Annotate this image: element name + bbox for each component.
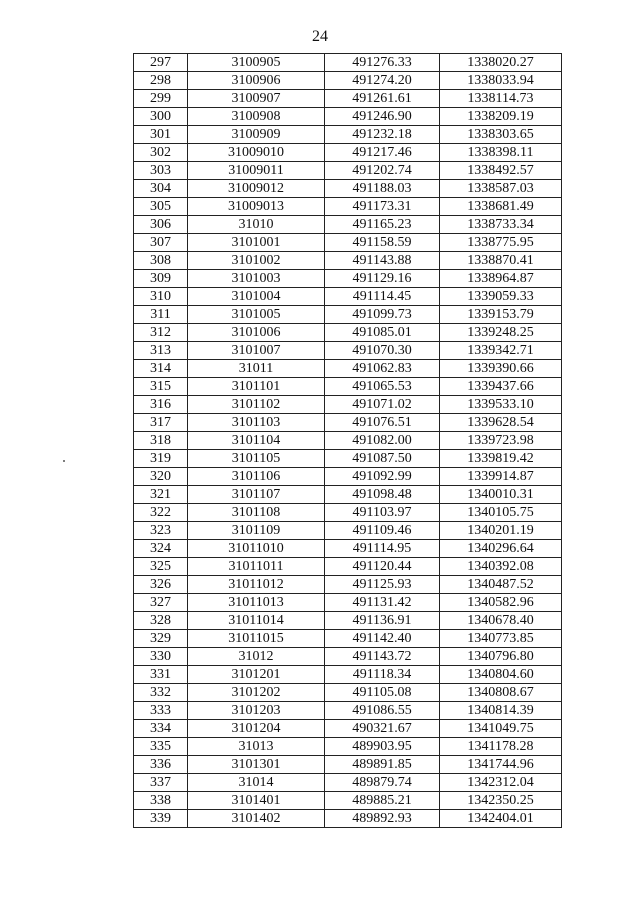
y-coordinate-cell: 1338398.11 <box>440 144 562 162</box>
point-id-cell: 3101101 <box>188 378 325 396</box>
row-number-cell: 311 <box>134 306 188 324</box>
row-number-cell: 298 <box>134 72 188 90</box>
y-coordinate-cell: 1340010.31 <box>440 486 562 504</box>
point-id-cell: 3100908 <box>188 108 325 126</box>
x-coordinate-cell: 491143.72 <box>325 648 440 666</box>
row-number-cell: 333 <box>134 702 188 720</box>
y-coordinate-cell: 1339914.87 <box>440 468 562 486</box>
y-coordinate-cell: 1339533.10 <box>440 396 562 414</box>
table-row <box>134 108 562 126</box>
table-row <box>134 306 562 324</box>
point-id-cell: 3101103 <box>188 414 325 432</box>
point-id-cell: 3101104 <box>188 432 325 450</box>
table-row <box>134 684 562 702</box>
x-coordinate-cell: 491109.46 <box>325 522 440 540</box>
x-coordinate-cell: 491098.48 <box>325 486 440 504</box>
x-coordinate-cell: 491087.50 <box>325 450 440 468</box>
row-number-cell: 301 <box>134 126 188 144</box>
table-row <box>134 666 562 684</box>
row-number-cell: 312 <box>134 324 188 342</box>
y-coordinate-cell: 1340814.39 <box>440 702 562 720</box>
point-id-cell: 3101402 <box>188 810 325 828</box>
row-number-cell: 313 <box>134 342 188 360</box>
y-coordinate-cell: 1340804.60 <box>440 666 562 684</box>
point-id-cell: 3101105 <box>188 450 325 468</box>
y-coordinate-cell: 1340773.85 <box>440 630 562 648</box>
x-coordinate-cell: 491062.83 <box>325 360 440 378</box>
y-coordinate-cell: 1339153.79 <box>440 306 562 324</box>
table-row <box>134 774 562 792</box>
x-coordinate-cell: 489903.95 <box>325 738 440 756</box>
table-row <box>134 810 562 828</box>
row-number-cell: 317 <box>134 414 188 432</box>
table-row <box>134 234 562 252</box>
x-coordinate-cell: 491085.01 <box>325 324 440 342</box>
row-number-cell: 308 <box>134 252 188 270</box>
point-id-cell: 3101002 <box>188 252 325 270</box>
point-id-cell: 31009011 <box>188 162 325 180</box>
point-id-cell: 31009010 <box>188 144 325 162</box>
row-number-cell: 337 <box>134 774 188 792</box>
point-id-cell: 3101106 <box>188 468 325 486</box>
row-number-cell: 306 <box>134 216 188 234</box>
coordinates-table <box>133 53 562 828</box>
y-coordinate-cell: 1338033.94 <box>440 72 562 90</box>
x-coordinate-cell: 491129.16 <box>325 270 440 288</box>
y-coordinate-cell: 1339342.71 <box>440 342 562 360</box>
point-id-cell: 31013 <box>188 738 325 756</box>
x-coordinate-cell: 491136.91 <box>325 612 440 630</box>
table-row <box>134 162 562 180</box>
y-coordinate-cell: 1339390.66 <box>440 360 562 378</box>
point-id-cell: 31011013 <box>188 594 325 612</box>
point-id-cell: 3101003 <box>188 270 325 288</box>
point-id-cell: 31011014 <box>188 612 325 630</box>
row-number-cell: 305 <box>134 198 188 216</box>
x-coordinate-cell: 491232.18 <box>325 126 440 144</box>
scan-speck <box>63 460 65 462</box>
x-coordinate-cell: 491103.97 <box>325 504 440 522</box>
x-coordinate-cell: 491202.74 <box>325 162 440 180</box>
y-coordinate-cell: 1340582.96 <box>440 594 562 612</box>
y-coordinate-cell: 1341178.28 <box>440 738 562 756</box>
table-row <box>134 504 562 522</box>
x-coordinate-cell: 491099.73 <box>325 306 440 324</box>
table-row <box>134 378 562 396</box>
y-coordinate-cell: 1338303.65 <box>440 126 562 144</box>
point-id-cell: 3101007 <box>188 342 325 360</box>
y-coordinate-cell: 1341049.75 <box>440 720 562 738</box>
coordinates-table-body <box>134 54 562 828</box>
y-coordinate-cell: 1340487.52 <box>440 576 562 594</box>
point-id-cell: 3101004 <box>188 288 325 306</box>
x-coordinate-cell: 491114.95 <box>325 540 440 558</box>
row-number-cell: 327 <box>134 594 188 612</box>
point-id-cell: 3101001 <box>188 234 325 252</box>
y-coordinate-cell: 1338209.19 <box>440 108 562 126</box>
x-coordinate-cell: 491120.44 <box>325 558 440 576</box>
point-id-cell: 31009012 <box>188 180 325 198</box>
point-id-cell: 31011011 <box>188 558 325 576</box>
table-row <box>134 756 562 774</box>
point-id-cell: 3101204 <box>188 720 325 738</box>
table-row <box>134 360 562 378</box>
x-coordinate-cell: 491076.51 <box>325 414 440 432</box>
table-row <box>134 414 562 432</box>
table-row <box>134 576 562 594</box>
table-row <box>134 144 562 162</box>
x-coordinate-cell: 491105.08 <box>325 684 440 702</box>
row-number-cell: 307 <box>134 234 188 252</box>
table-row <box>134 486 562 504</box>
row-number-cell: 324 <box>134 540 188 558</box>
point-id-cell: 31011 <box>188 360 325 378</box>
row-number-cell: 300 <box>134 108 188 126</box>
x-coordinate-cell: 491118.34 <box>325 666 440 684</box>
point-id-cell: 3101401 <box>188 792 325 810</box>
row-number-cell: 309 <box>134 270 188 288</box>
row-number-cell: 303 <box>134 162 188 180</box>
point-id-cell: 31011010 <box>188 540 325 558</box>
x-coordinate-cell: 491158.59 <box>325 234 440 252</box>
y-coordinate-cell: 1338587.03 <box>440 180 562 198</box>
x-coordinate-cell: 491165.23 <box>325 216 440 234</box>
row-number-cell: 323 <box>134 522 188 540</box>
x-coordinate-cell: 491131.42 <box>325 594 440 612</box>
table-row <box>134 126 562 144</box>
x-coordinate-cell: 491071.02 <box>325 396 440 414</box>
x-coordinate-cell: 490321.67 <box>325 720 440 738</box>
table-row <box>134 720 562 738</box>
row-number-cell: 335 <box>134 738 188 756</box>
row-number-cell: 320 <box>134 468 188 486</box>
row-number-cell: 325 <box>134 558 188 576</box>
row-number-cell: 304 <box>134 180 188 198</box>
table-row <box>134 738 562 756</box>
y-coordinate-cell: 1342350.25 <box>440 792 562 810</box>
y-coordinate-cell: 1340392.08 <box>440 558 562 576</box>
point-id-cell: 3101202 <box>188 684 325 702</box>
x-coordinate-cell: 491086.55 <box>325 702 440 720</box>
point-id-cell: 3101005 <box>188 306 325 324</box>
point-id-cell: 31011015 <box>188 630 325 648</box>
row-number-cell: 330 <box>134 648 188 666</box>
x-coordinate-cell: 491274.20 <box>325 72 440 90</box>
row-number-cell: 338 <box>134 792 188 810</box>
point-id-cell: 3101203 <box>188 702 325 720</box>
point-id-cell: 3101301 <box>188 756 325 774</box>
row-number-cell: 297 <box>134 54 188 72</box>
table-row <box>134 468 562 486</box>
table-row <box>134 270 562 288</box>
point-id-cell: 31010 <box>188 216 325 234</box>
row-number-cell: 321 <box>134 486 188 504</box>
y-coordinate-cell: 1338870.41 <box>440 252 562 270</box>
x-coordinate-cell: 491143.88 <box>325 252 440 270</box>
y-coordinate-cell: 1340105.75 <box>440 504 562 522</box>
table-row <box>134 558 562 576</box>
row-number-cell: 326 <box>134 576 188 594</box>
row-number-cell: 319 <box>134 450 188 468</box>
x-coordinate-cell: 491246.90 <box>325 108 440 126</box>
table-row <box>134 612 562 630</box>
row-number-cell: 310 <box>134 288 188 306</box>
table-row <box>134 198 562 216</box>
x-coordinate-cell: 491065.53 <box>325 378 440 396</box>
table-row <box>134 216 562 234</box>
y-coordinate-cell: 1339248.25 <box>440 324 562 342</box>
y-coordinate-cell: 1339628.54 <box>440 414 562 432</box>
y-coordinate-cell: 1339819.42 <box>440 450 562 468</box>
x-coordinate-cell: 491173.31 <box>325 198 440 216</box>
table-row <box>134 180 562 198</box>
x-coordinate-cell: 489892.93 <box>325 810 440 828</box>
x-coordinate-cell: 489885.21 <box>325 792 440 810</box>
table-row <box>134 594 562 612</box>
y-coordinate-cell: 1340201.19 <box>440 522 562 540</box>
table-row <box>134 630 562 648</box>
x-coordinate-cell: 491188.03 <box>325 180 440 198</box>
table-row <box>134 54 562 72</box>
x-coordinate-cell: 489879.74 <box>325 774 440 792</box>
table-row <box>134 396 562 414</box>
y-coordinate-cell: 1338020.27 <box>440 54 562 72</box>
x-coordinate-cell: 491092.99 <box>325 468 440 486</box>
table-row <box>134 450 562 468</box>
point-id-cell: 3101108 <box>188 504 325 522</box>
table-row <box>134 288 562 306</box>
x-coordinate-cell: 491114.45 <box>325 288 440 306</box>
table-row <box>134 324 562 342</box>
table-row <box>134 792 562 810</box>
x-coordinate-cell: 491125.93 <box>325 576 440 594</box>
y-coordinate-cell: 1338964.87 <box>440 270 562 288</box>
point-id-cell: 3101006 <box>188 324 325 342</box>
y-coordinate-cell: 1340796.80 <box>440 648 562 666</box>
point-id-cell: 3101102 <box>188 396 325 414</box>
table-row <box>134 72 562 90</box>
row-number-cell: 318 <box>134 432 188 450</box>
y-coordinate-cell: 1338681.49 <box>440 198 562 216</box>
y-coordinate-cell: 1338775.95 <box>440 234 562 252</box>
row-number-cell: 334 <box>134 720 188 738</box>
row-number-cell: 322 <box>134 504 188 522</box>
row-number-cell: 329 <box>134 630 188 648</box>
y-coordinate-cell: 1338733.34 <box>440 216 562 234</box>
page-number: 24 <box>312 28 328 45</box>
table-row <box>134 522 562 540</box>
x-coordinate-cell: 491082.00 <box>325 432 440 450</box>
row-number-cell: 331 <box>134 666 188 684</box>
table-row <box>134 432 562 450</box>
table-row <box>134 90 562 108</box>
y-coordinate-cell: 1342312.04 <box>440 774 562 792</box>
x-coordinate-cell: 491217.46 <box>325 144 440 162</box>
x-coordinate-cell: 491142.40 <box>325 630 440 648</box>
table-row <box>134 648 562 666</box>
table-row <box>134 342 562 360</box>
x-coordinate-cell: 491276.33 <box>325 54 440 72</box>
y-coordinate-cell: 1340678.40 <box>440 612 562 630</box>
table-row <box>134 252 562 270</box>
y-coordinate-cell: 1340808.67 <box>440 684 562 702</box>
row-number-cell: 315 <box>134 378 188 396</box>
y-coordinate-cell: 1338492.57 <box>440 162 562 180</box>
row-number-cell: 314 <box>134 360 188 378</box>
y-coordinate-cell: 1340296.64 <box>440 540 562 558</box>
x-coordinate-cell: 489891.85 <box>325 756 440 774</box>
row-number-cell: 328 <box>134 612 188 630</box>
y-coordinate-cell: 1339723.98 <box>440 432 562 450</box>
point-id-cell: 31009013 <box>188 198 325 216</box>
row-number-cell: 336 <box>134 756 188 774</box>
y-coordinate-cell: 1339059.33 <box>440 288 562 306</box>
point-id-cell: 3100907 <box>188 90 325 108</box>
point-id-cell: 3100906 <box>188 72 325 90</box>
row-number-cell: 302 <box>134 144 188 162</box>
row-number-cell: 332 <box>134 684 188 702</box>
y-coordinate-cell: 1339437.66 <box>440 378 562 396</box>
point-id-cell: 3100909 <box>188 126 325 144</box>
point-id-cell: 3101109 <box>188 522 325 540</box>
row-number-cell: 316 <box>134 396 188 414</box>
table-row <box>134 540 562 558</box>
y-coordinate-cell: 1341744.96 <box>440 756 562 774</box>
point-id-cell: 31011012 <box>188 576 325 594</box>
row-number-cell: 299 <box>134 90 188 108</box>
y-coordinate-cell: 1342404.01 <box>440 810 562 828</box>
point-id-cell: 31012 <box>188 648 325 666</box>
x-coordinate-cell: 491261.61 <box>325 90 440 108</box>
point-id-cell: 3101107 <box>188 486 325 504</box>
row-number-cell: 339 <box>134 810 188 828</box>
y-coordinate-cell: 1338114.73 <box>440 90 562 108</box>
x-coordinate-cell: 491070.30 <box>325 342 440 360</box>
point-id-cell: 31014 <box>188 774 325 792</box>
point-id-cell: 3100905 <box>188 54 325 72</box>
point-id-cell: 3101201 <box>188 666 325 684</box>
table-row <box>134 702 562 720</box>
